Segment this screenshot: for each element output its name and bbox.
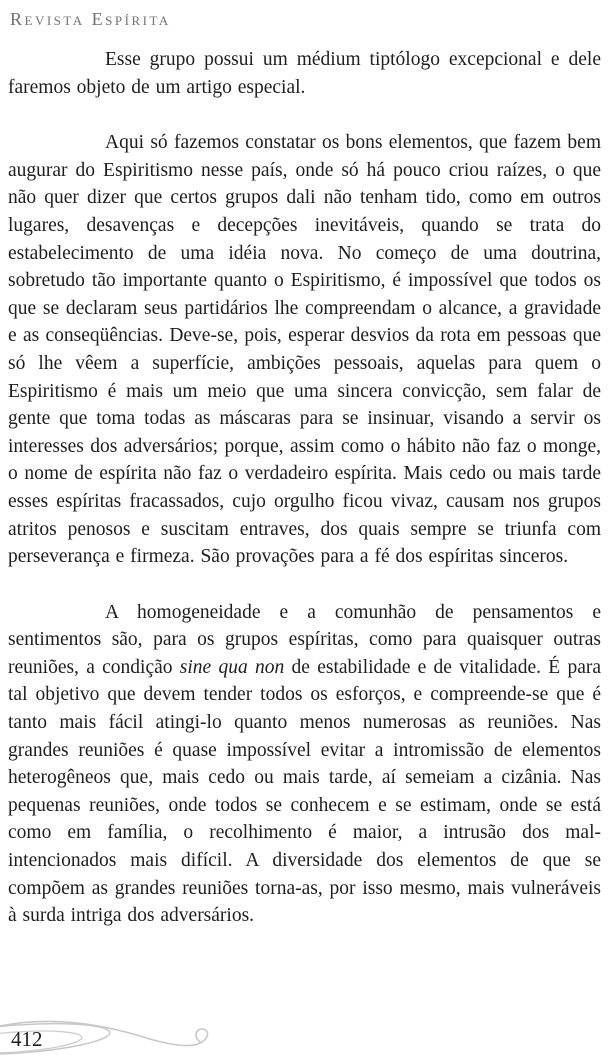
latin-phrase: sine qua non <box>179 656 285 678</box>
text-block <box>8 46 601 958</box>
page-number: 412 <box>11 1027 43 1051</box>
flourish-ornament <box>0 1010 300 1061</box>
paragraph-3-pre: A homogeneidade e a comunhão de pensamentos e sentimentos são, para os grupos espíritas, como para quaisquer outras reuniões, a condição <box>8 601 601 678</box>
paragraph-1: Esse grupo possui um médium tiptólogo excepcional e dele faremos objeto de um artigo especial. <box>8 49 601 98</box>
running-header: Revista Espírita <box>10 9 171 29</box>
paragraph-3 <box>8 599 601 930</box>
page-footer <box>0 1010 300 1061</box>
paragraph-3-post: de estabilidade e de vitalidade. É para tal objetivo que devem tender todos os esforços, e compreende-se que é tanto mais fácil atingi-lo quanto menos numerosas as reuniões. Nas grandes reuniões é quase impossível evitar a intromissão de elementos heterogêneos que, mais cedo ou mais tarde, aí semeiam a cizânia. Nas pequenas reuniões, onde todos se conhecem e se estimam, onde se está como em família, o recolhimento é maior, a intrusão dos mal-intencionados mais difícil. A diversidade dos elementos de que se compõem as grandes reuniões torna-as, por isso mesmo, mais vulneráveis à surda intriga dos adversários. <box>8 656 601 927</box>
paragraph-2: Aqui só fazemos constatar os bons elementos, que fazem bem augurar do Espiritismo nesse país, onde só há pouco criou raízes, o que não quer dizer que certos grupos dali não tenham tido, como em outros lugares, desavenças e decepções inevitáveis, quando se trata do estabelecimento de uma idéia nova. No começo de uma doutrina, sobretudo tão importante quanto o Espiritismo, é impossível que todos os que se declaram seus partidários lhe compreendam o alcance, a gravidade e as conseqüências. Deve-se, pois, esperar desvios da rota em pessoas que só lhe vêem a superfície, ambições pessoais, aquelas para quem o Espiritismo é mais um meio que uma sincera convicção, sem falar de gente que toma todas as máscaras para se insinuar, visando a servir os interesses dos adversários; porque, assim como o hábito não faz o monge, o nome de espírita não faz o verdadeiro espírita. Mais cedo ou mais tarde esses espíritas fracassados, cujo orgulho ficou vivaz, causam nos grupos atritos penosos e suscitam entraves, dos quais sempre se triunfa com perseverança e firmeza. São provações para a fé dos espíritas sinceros. <box>8 132 601 568</box>
